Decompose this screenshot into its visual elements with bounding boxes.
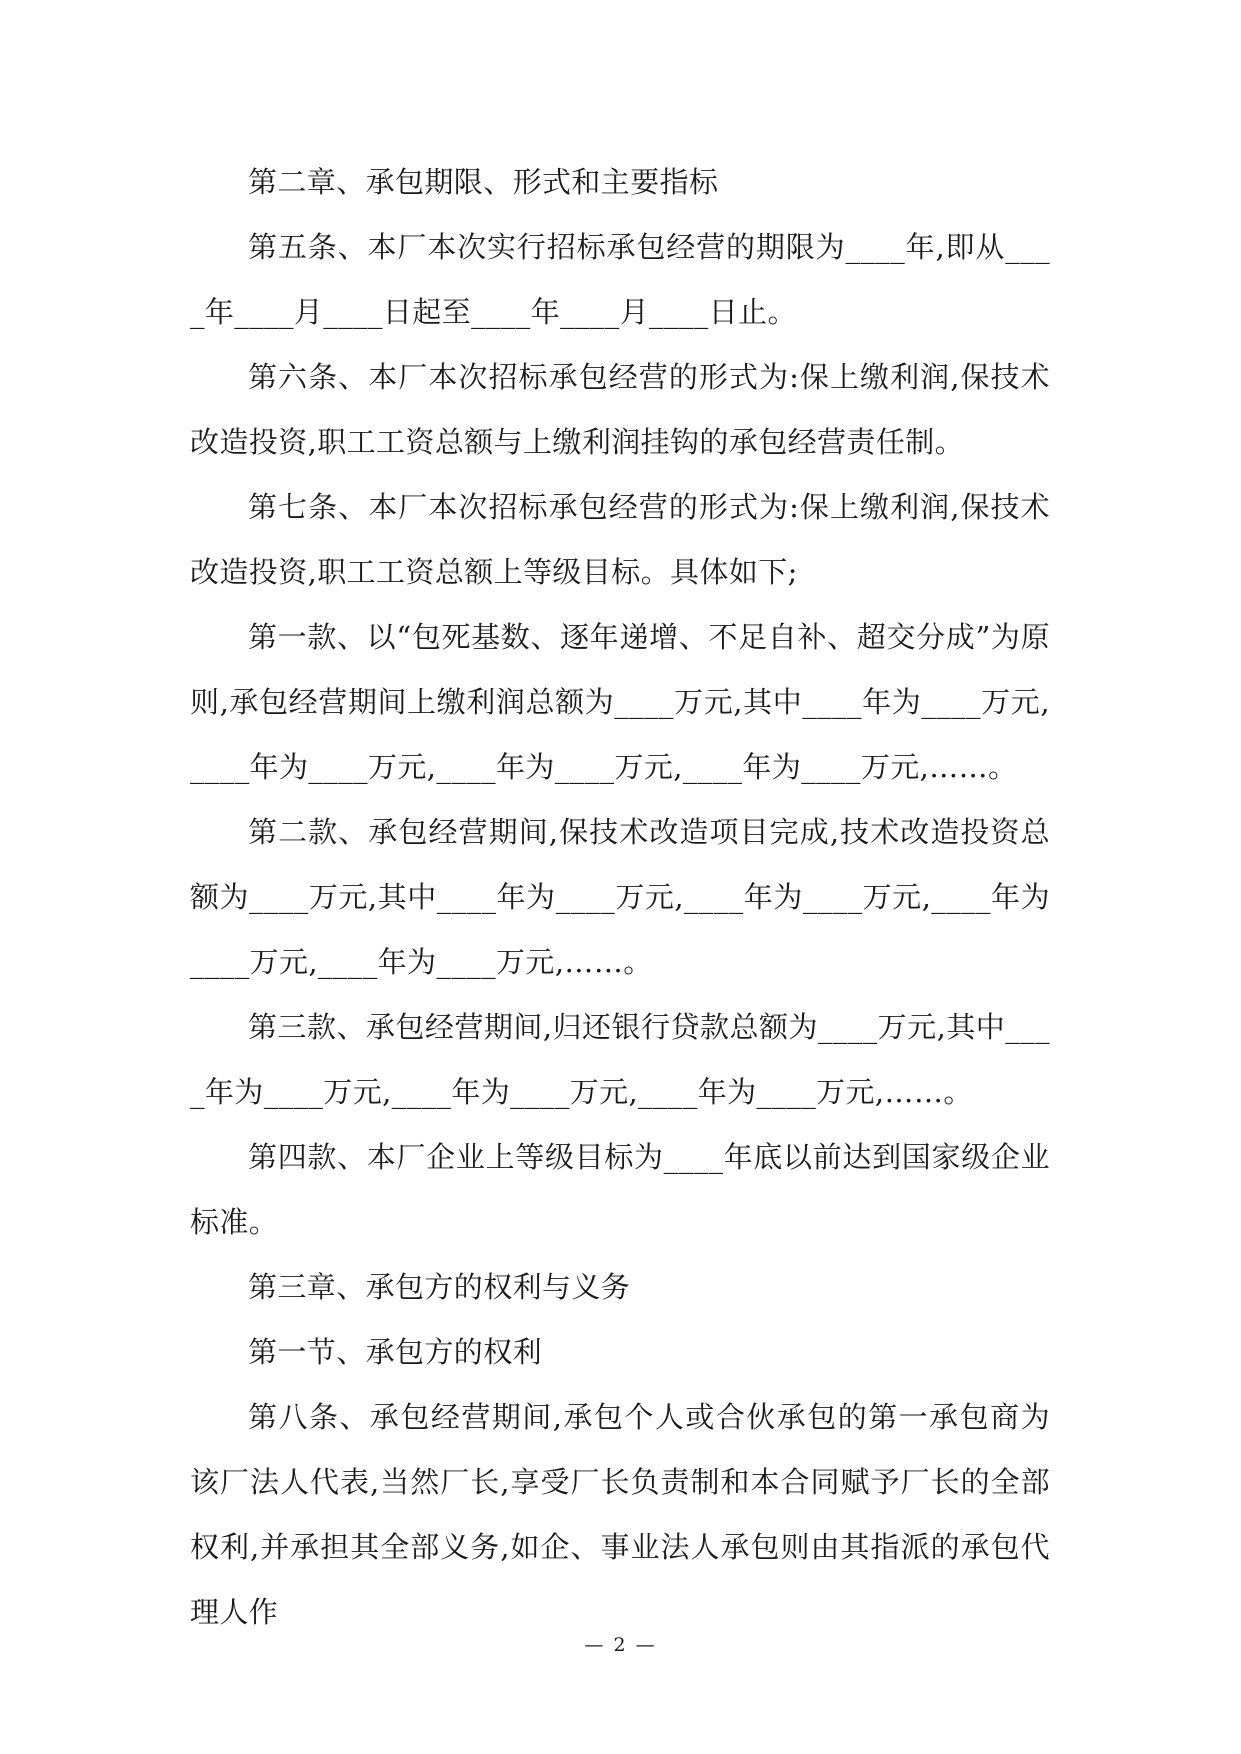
clause-3: 第三款、承包经营期间,归还银行贷款总额为____万元,其中____年为____万元,____年为____万元,____年为____万元,……。 xyxy=(190,1010,1050,1109)
article-5: 第五条、本厂本次实行招标承包经营的期限为____年,即从____年____月____日起至____年____月____日止。 xyxy=(190,230,1050,329)
document-body xyxy=(190,150,1050,1645)
clause-4: 第四款、本厂企业上等级目标为____年底以前达到国家级企业标准。 xyxy=(190,1140,1050,1239)
article-7: 第七条、本厂本次招标承包经营的形式为:保上缴利润,保技术改造投资,职工工资总额上等级目标。具体如下; xyxy=(190,490,1050,589)
clause-2: 第二款、承包经营期间,保技术改造项目完成,技术改造投资总额为____万元,其中____年为____万元,____年为____万元,____年为____万元,____年为____万元,……。 xyxy=(190,815,1050,979)
article-6: 第六条、本厂本次招标承包经营的形式为:保上缴利润,保技术改造投资,职工工资总额与上缴利润挂钩的承包经营责任制。 xyxy=(190,360,1050,459)
page-number: — 2 — xyxy=(584,1634,657,1656)
section-1-heading: 第一节、承包方的权利 xyxy=(248,1335,543,1369)
chapter-2-heading: 第二章、承包期限、形式和主要指标 xyxy=(248,165,719,199)
clause-1: 第一款、以“包死基数、逐年递增、不足自补、超交分成”为原则,承包经营期间上缴利润总额为____万元,其中____年为____万元,____年为____万元,____年为____万元,____年为____万元,……。 xyxy=(190,620,1050,784)
chapter-3-heading: 第三章、承包方的权利与义务 xyxy=(248,1270,631,1304)
article-8: 第八条、承包经营期间,承包个人或合伙承包的第一承包商为该厂法人代表,当然厂长,享受厂长负责制和本合同赋予厂长的全部权利,并承担其全部义务,如企、事业法人承包则由其指派的承包代理人作 xyxy=(190,1400,1050,1629)
